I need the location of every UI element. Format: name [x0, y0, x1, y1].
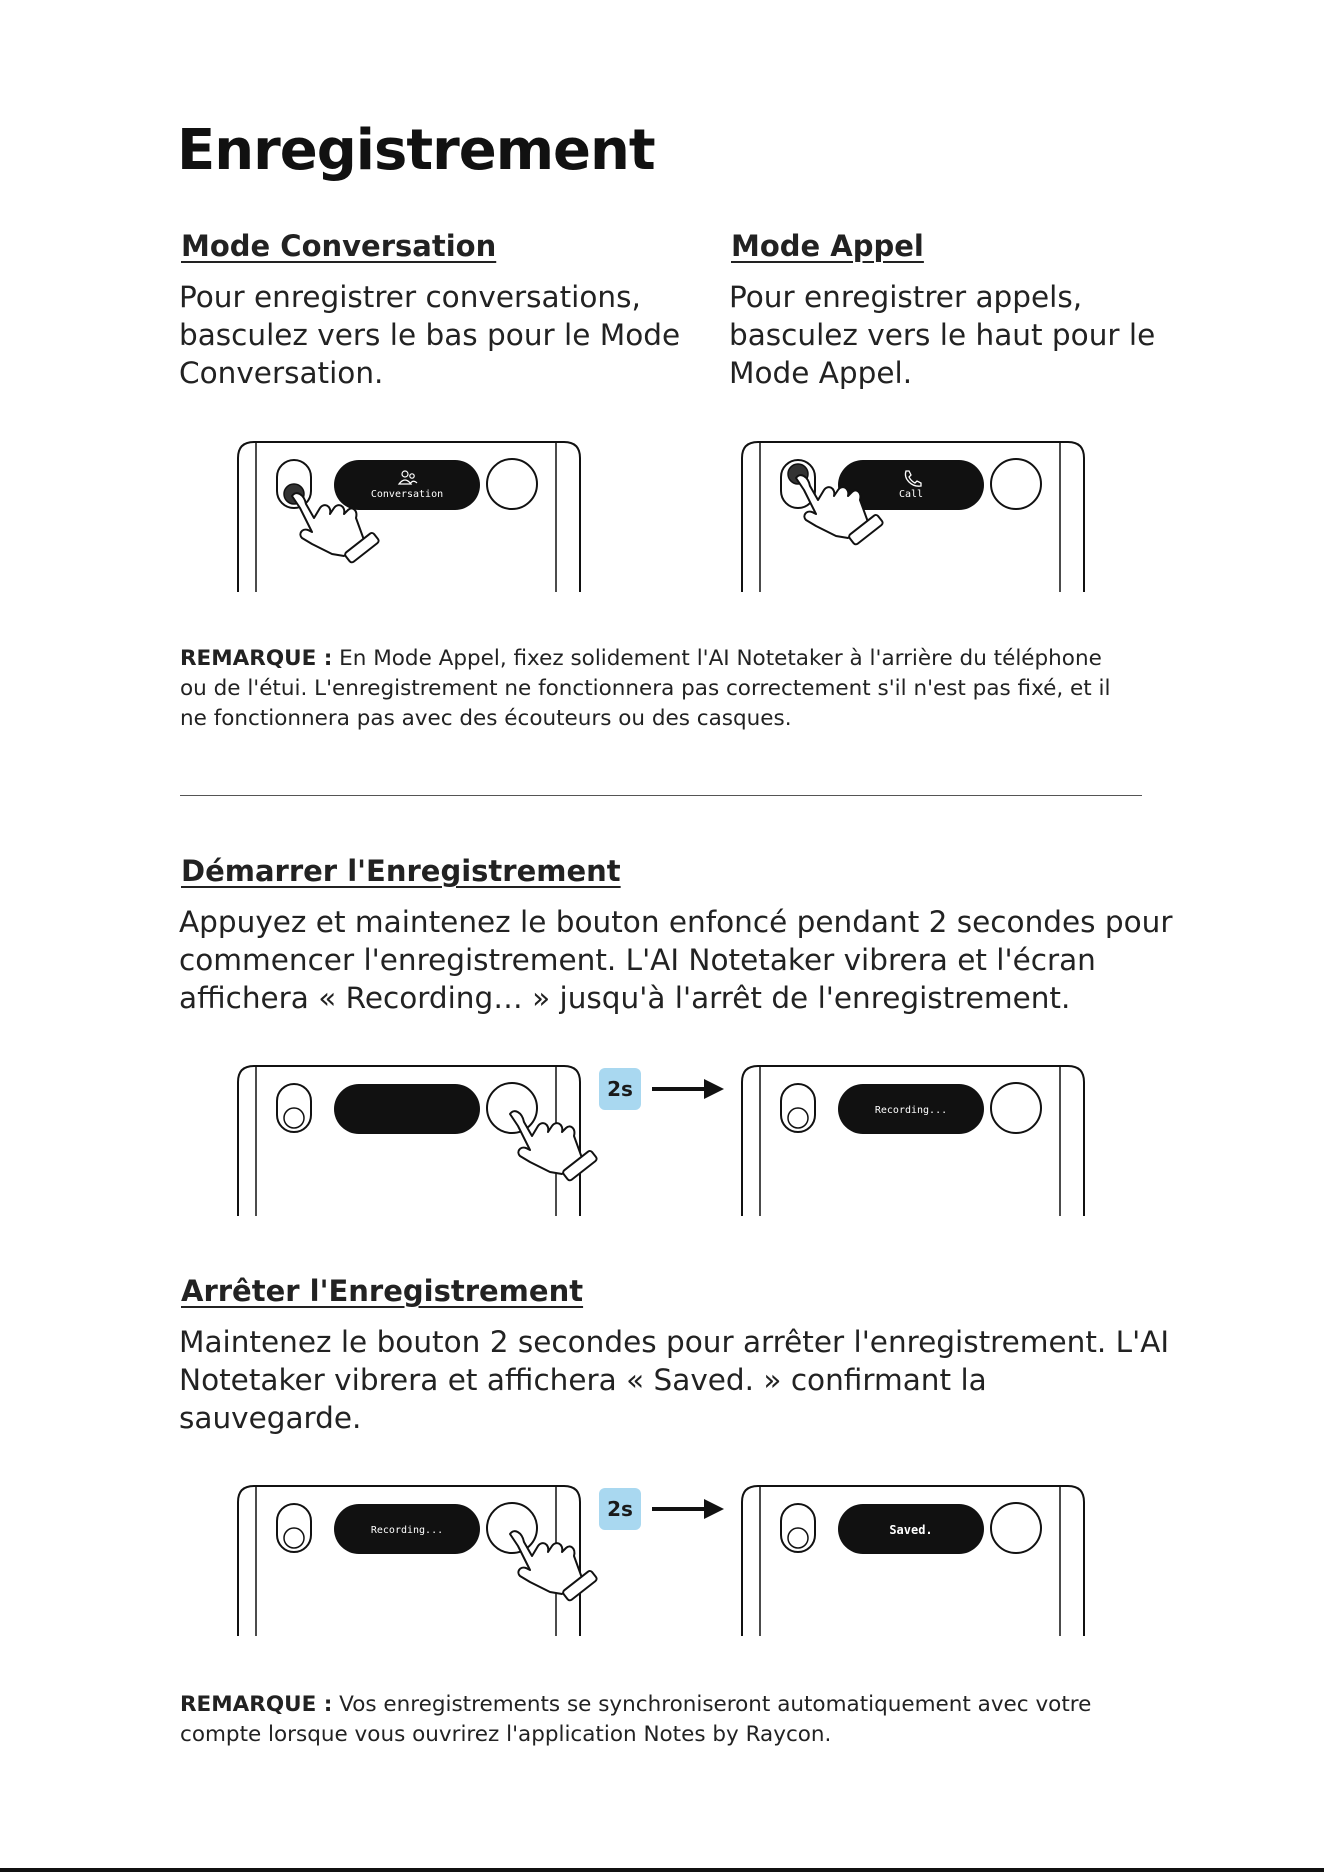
mode-switch-icon [781, 1504, 815, 1552]
text-line: Maintenez le bouton 2 secondes pour arrêter l'enregistrement. L'AI [179, 1325, 1170, 1359]
record-button [991, 1503, 1041, 1553]
text-line: Mode Appel. [729, 356, 913, 390]
device-conversation-illustration [236, 440, 582, 592]
device-call-illustration [740, 440, 1086, 592]
text-line: Pour enregistrer appels, [729, 280, 1083, 314]
mode-switch-icon [781, 1084, 815, 1132]
text-line: En Mode Appel, fixez solidement l'AI Notetaker à l'arrière du téléphone [332, 646, 1102, 671]
screen-label: Recording... [874, 1105, 948, 1116]
record-button [487, 1503, 537, 1553]
text-line: Vos enregistrements se synchroniseront automatiquement avec votre [332, 1692, 1092, 1717]
page-title: Enregistrement [177, 118, 655, 183]
text-line: Pour enregistrer conversations, [179, 280, 641, 314]
screen-label: Call [898, 489, 924, 500]
duration-badge: 2s [599, 1068, 641, 1110]
text-line: affichera « Recording… » jusqu'à l'arrêt de l'enregistrement. [179, 981, 1071, 1015]
mode-conversation-heading: Mode Conversation [181, 229, 497, 263]
device-screen [334, 460, 480, 510]
mode-call-text [729, 278, 1155, 392]
text-line: Conversation. [179, 356, 384, 390]
note-remarque-1 [180, 644, 1140, 734]
start-before-illustration [236, 1064, 622, 1216]
record-button [487, 1083, 537, 1133]
section-divider [180, 795, 1142, 796]
mode-call-heading: Mode Appel [731, 229, 924, 263]
note-label: REMARQUE : [180, 1692, 333, 1717]
text-line: basculez vers le haut pour le [729, 318, 1156, 352]
duration-badge: 2s [599, 1488, 641, 1530]
text-line: ne fonctionnera pas avec des écouteurs ou des casques. [180, 706, 792, 731]
text-line: basculez vers le bas pour le Mode [179, 318, 681, 352]
stop-after-illustration [740, 1484, 1086, 1636]
screen-label: Recording... [370, 1525, 444, 1536]
note-label: REMARQUE : [180, 646, 333, 671]
mode-switch-icon [277, 1504, 311, 1552]
stop-before-illustration [236, 1484, 622, 1636]
note-remarque-2 [180, 1690, 1140, 1750]
text-line: ou de l'étui. L'enregistrement ne fonctionnera pas correctement s'il n'est pas fixé, et il [180, 676, 1111, 701]
text-line: compte lorsque vous ouvrirez l'application Notes by Raycon. [180, 1722, 832, 1747]
start-after-illustration [740, 1064, 1086, 1216]
arrow-right-icon [652, 1078, 724, 1100]
record-button [991, 1083, 1041, 1133]
mode-conversation-text [179, 278, 680, 392]
text-line: sauvegarde. [179, 1401, 362, 1435]
device-screen [334, 1084, 480, 1134]
stop-recording-heading: Arrêter l'Enregistrement [181, 1274, 584, 1308]
record-button [991, 459, 1041, 509]
screen-label: Saved. [889, 1523, 933, 1537]
text-line: commencer l'enregistrement. L'AI Notetaker vibrera et l'écran [179, 943, 1096, 977]
start-recording-text [179, 903, 1173, 1017]
arrow-right-icon [652, 1498, 724, 1520]
mode-switch-icon [277, 1084, 311, 1132]
record-button [487, 459, 537, 509]
hand-pointer-icon [510, 1111, 598, 1181]
page-bottom-border [0, 1868, 1324, 1872]
stop-recording-text [179, 1323, 1169, 1437]
hand-pointer-icon [510, 1531, 598, 1601]
text-line: Appuyez et maintenez le bouton enfoncé pendant 2 secondes pour [179, 905, 1173, 939]
screen-label: Conversation [370, 489, 444, 500]
start-recording-heading: Démarrer l'Enregistrement [181, 854, 621, 888]
text-line: Notetaker vibrera et affichera « Saved. » confirmant la [179, 1363, 987, 1397]
